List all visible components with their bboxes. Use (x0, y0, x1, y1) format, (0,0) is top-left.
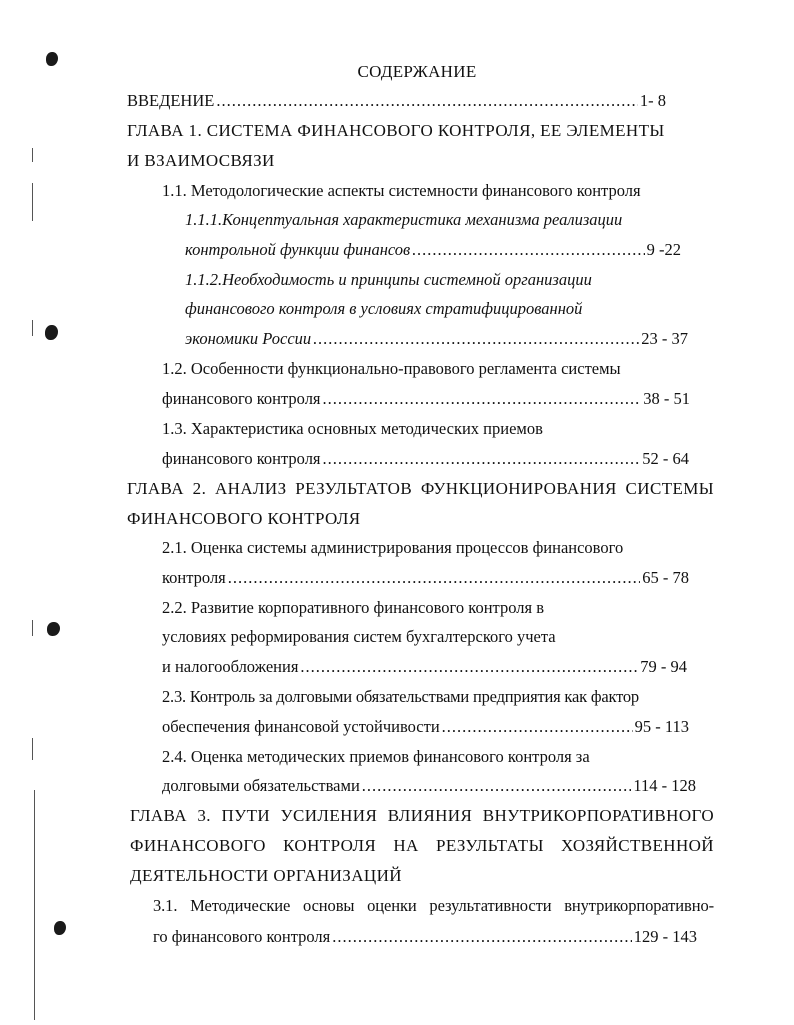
dot-leader (313, 328, 639, 350)
subsection-1-1-1: 1.1.1.Концептуальная характеристика механизма реализации (185, 210, 623, 229)
toc-entry-label: ВВЕДЕНИЕ (127, 91, 215, 110)
dot-leader (216, 90, 638, 112)
chapter-2-title: ГЛАВА 2. АНАЛИЗ РЕЗУЛЬТАТОВ ФУНКЦИОНИРОВАНИЯ СИСТЕМЫ (127, 479, 714, 498)
section-2-1: 2.1. Оценка системы администрирования процессов финансового (162, 538, 624, 557)
toc-entry-label: и налогообложения (162, 657, 299, 676)
section-1-1: 1.1. Методологические аспекты системности финансового контроля (162, 181, 641, 200)
dot-leader (228, 567, 640, 589)
chapter-3-title: ФИНАНСОВОГО КОНТРОЛЯ НА РЕЗУЛЬТАТЫ ХОЗЯЙСТВЕННОЙ (130, 836, 714, 855)
scan-artifact (54, 921, 66, 935)
toc-entry-label: финансового контроля (162, 389, 321, 408)
toc-heading: СОДЕРЖАНИЕ (357, 62, 477, 81)
section-3-1: 3.1. Методические основы оценки результативности внутрикорпоративно- (153, 896, 714, 915)
toc-entry-label: долговыми обязательствами (162, 776, 360, 795)
scan-artifact (32, 183, 33, 221)
page-range: 52 - 64 (642, 449, 689, 468)
dot-leader (442, 716, 633, 738)
toc-entry-label: контрольной функции финансов (185, 240, 411, 259)
subsection-1-1-2: финансового контроля в условиях стратифицированной (185, 299, 583, 318)
dot-leader (332, 926, 632, 948)
chapter-1-title: ГЛАВА 1. СИСТЕМА ФИНАНСОВОГО КОНТРОЛЯ, ЕЕ ЭЛЕМЕНТЫ (127, 121, 665, 140)
page-range: 129 - 143 (633, 927, 697, 946)
toc-entry-2-1 (162, 567, 689, 589)
scan-artifact (32, 620, 33, 636)
scan-artifact (45, 325, 58, 340)
chapter-3-title: ДЕЯТЕЛЬНОСТИ ОРГАНИЗАЦИЙ (130, 866, 402, 885)
dot-leader (323, 388, 642, 410)
page-range: 38 - 51 (643, 389, 690, 408)
page-range: 79 - 94 (640, 657, 687, 676)
toc-entry-2-3 (162, 716, 689, 738)
scan-artifact (32, 320, 33, 336)
page-range: 23 - 37 (641, 329, 688, 348)
toc-entry-2-2 (162, 656, 687, 678)
subsection-1-1-2: 1.1.2.Необходимость и принципы системной организации (185, 270, 592, 289)
scan-artifact (34, 790, 35, 1020)
page-range: 65 - 78 (642, 568, 689, 587)
toc-entry-label: обеспечения финансовой устойчивости (162, 717, 440, 736)
dot-leader (300, 656, 638, 678)
page-range: 9 -22 (646, 240, 681, 259)
toc-entry-1-2 (162, 388, 690, 410)
page-range: 1- 8 (639, 91, 666, 110)
dot-leader (412, 239, 644, 261)
section-2-2: условиях реформирования систем бухгалтерского учета (162, 627, 556, 646)
toc-entry-introduction (127, 90, 666, 112)
section-1-3: 1.3. Характеристика основных методических приемов (162, 419, 543, 438)
scan-artifact (32, 738, 33, 760)
toc-entry-label: го финансового контроля (153, 927, 331, 946)
toc-entry-label: контроля (162, 568, 226, 587)
chapter-2-title: ФИНАНСОВОГО КОНТРОЛЯ (127, 509, 361, 528)
chapter-1-title: И ВЗАИМОСВЯЗИ (127, 151, 275, 170)
dot-leader (323, 448, 641, 470)
toc-entry-2-4 (162, 775, 696, 797)
toc-entry-1-3 (162, 448, 689, 470)
section-2-2: 2.2. Развитие корпоративного финансового контроля в (162, 598, 544, 617)
toc-entry-1-1-2 (185, 328, 688, 350)
toc-entry-3-1 (153, 926, 697, 948)
dot-leader (362, 775, 632, 797)
scan-artifact (32, 148, 33, 162)
toc-entry-label: экономики России (185, 329, 312, 348)
toc-entry-label: финансового контроля (162, 449, 321, 468)
section-2-4: 2.4. Оценка методических приемов финансового контроля за (162, 747, 590, 766)
page-range: 95 - 113 (634, 717, 689, 736)
chapter-3-title: ГЛАВА 3. ПУТИ УСИЛЕНИЯ ВЛИЯНИЯ ВНУТРИКОРПОРАТИВНОГО (130, 806, 714, 825)
toc-entry-1-1-1 (185, 239, 681, 261)
page-range: 114 - 128 (633, 776, 696, 795)
scan-artifact (47, 622, 60, 636)
section-2-3: 2.3. Контроль за долговыми обязательствами предприятия как фактор (162, 687, 639, 706)
section-1-2: 1.2. Особенности функционально-правового регламента системы (162, 359, 621, 378)
